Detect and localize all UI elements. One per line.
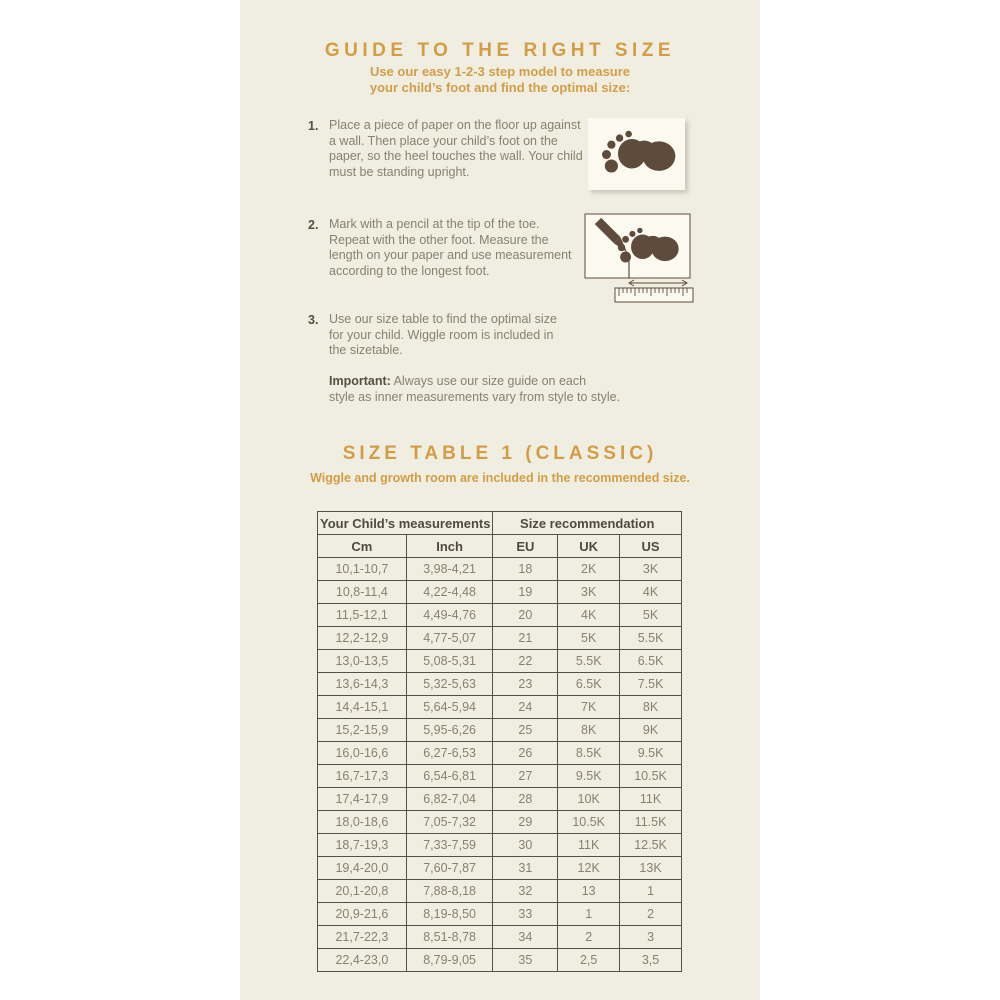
table-row: [318, 811, 682, 834]
table-row: [318, 673, 682, 696]
cell-uk: 7K: [558, 696, 620, 719]
cell-uk: 8.5K: [558, 742, 620, 765]
cell-cm: 16,7-17,3: [318, 765, 407, 788]
group-header-recommendation: Size recommendation: [493, 512, 682, 535]
table-row: [318, 834, 682, 857]
cell-us: 4K: [620, 581, 682, 604]
cell-cm: 15,2-15,9: [318, 719, 407, 742]
cell-inch: 5,95-6,26: [406, 719, 493, 742]
cell-uk: 5.5K: [558, 650, 620, 673]
cell-eu: 32: [493, 880, 558, 903]
cell-cm: 21,7-22,3: [318, 926, 407, 949]
cell-cm: 12,2-12,9: [318, 627, 407, 650]
step-3-text: [329, 312, 557, 359]
important-label: Important:: [329, 374, 391, 388]
cell-uk: 2: [558, 926, 620, 949]
cell-eu: 29: [493, 811, 558, 834]
cell-cm: 14,4-15,1: [318, 696, 407, 719]
size-guide-panel: [240, 0, 760, 1000]
important-line-2: style as inner measurements vary from style to style.: [329, 389, 621, 404]
step-3-line: the sizetable.: [329, 343, 403, 357]
cell-cm: 19,4-20,0: [318, 857, 407, 880]
step-3-line: Use our size table to find the optimal size: [329, 312, 557, 326]
cell-us: 3K: [620, 558, 682, 581]
step-3-line: for your child. Wiggle room is included in: [329, 327, 554, 342]
step-2-line: length on your paper and use measurement: [329, 248, 572, 262]
cell-eu: 33: [493, 903, 558, 926]
size-table-subtitle: Wiggle and growth room are included in the recommended size.: [310, 471, 690, 485]
table-row: [318, 604, 682, 627]
cell-cm: 10,8-11,4: [318, 581, 407, 604]
cell-us: 8K: [620, 696, 682, 719]
table-row: [318, 788, 682, 811]
step-2-line: Mark with a pencil at the tip of the toe.: [329, 217, 540, 231]
cell-us: 9.5K: [620, 742, 682, 765]
cell-eu: 20: [493, 604, 558, 627]
step-2-line: Repeat with the other foot. Measure the: [329, 232, 549, 247]
cell-uk: 2,5: [558, 949, 620, 972]
table-row: [318, 926, 682, 949]
table-row: [318, 765, 682, 788]
important-note: [329, 374, 620, 405]
guide-title: GUIDE TO THE RIGHT SIZE: [324, 40, 676, 61]
cell-eu: 21: [493, 627, 558, 650]
table-row: [318, 650, 682, 673]
cell-inch: 7,33-7,59: [406, 834, 493, 857]
cell-cm: 20,1-20,8: [318, 880, 407, 903]
column-header-row: [318, 535, 682, 558]
group-header-row: [318, 512, 682, 535]
cell-us: 2: [620, 903, 682, 926]
cell-uk: 6.5K: [558, 673, 620, 696]
cell-eu: 30: [493, 834, 558, 857]
cell-cm: 10,1-10,7: [318, 558, 407, 581]
cell-eu: 23: [493, 673, 558, 696]
cell-eu: 18: [493, 558, 558, 581]
table-row: [318, 949, 682, 972]
cell-cm: 17,4-17,9: [318, 788, 407, 811]
cell-inch: 6,54-6,81: [406, 765, 493, 788]
cell-inch: 4,77-5,07: [406, 627, 493, 650]
step-1-line: a wall. Then place your child’s foot on the: [329, 133, 558, 148]
step-2-text: [329, 217, 572, 279]
cell-eu: 35: [493, 949, 558, 972]
table-row: [318, 627, 682, 650]
table-row: [318, 581, 682, 604]
table-row: [318, 857, 682, 880]
step-1-text: [329, 118, 583, 180]
cell-inch: 5,32-5,63: [406, 673, 493, 696]
step-1-line: Place a piece of paper on the floor up against: [329, 118, 581, 132]
cell-inch: 8,51-8,78: [406, 926, 493, 949]
important-text: Always use our size guide on each: [390, 374, 587, 388]
cell-uk: 8K: [558, 719, 620, 742]
table-row: [318, 880, 682, 903]
cell-us: 6.5K: [620, 650, 682, 673]
size-table-title: SIZE TABLE 1 (CLASSIC): [342, 443, 658, 464]
cell-inch: 5,08-5,31: [406, 650, 493, 673]
step-3-number: 3.: [308, 313, 319, 327]
cell-cm: 16,0-16,6: [318, 742, 407, 765]
cell-inch: 3,98-4,21: [406, 558, 493, 581]
cell-cm: 20,9-21,6: [318, 903, 407, 926]
pencil-footprint-ruler-icon: [576, 211, 702, 306]
cell-inch: 8,19-8,50: [406, 903, 493, 926]
cell-uk: 1: [558, 903, 620, 926]
cell-eu: 24: [493, 696, 558, 719]
column-header-eu: EU: [493, 535, 558, 558]
table-row: [318, 742, 682, 765]
cell-uk: 2K: [558, 558, 620, 581]
guide-subtitle-line2: your child’s foot and find the optimal size:: [369, 80, 631, 95]
cell-inch: 7,05-7,32: [406, 811, 493, 834]
important-line-1: [329, 374, 620, 390]
cell-cm: 18,7-19,3: [318, 834, 407, 857]
cell-us: 1: [620, 880, 682, 903]
step-2-number: 2.: [308, 218, 319, 232]
table-row: [318, 903, 682, 926]
cell-eu: 31: [493, 857, 558, 880]
cell-uk: 10K: [558, 788, 620, 811]
table-row: [318, 558, 682, 581]
column-header-us: US: [620, 535, 682, 558]
cell-eu: 22: [493, 650, 558, 673]
cell-cm: 22,4-23,0: [318, 949, 407, 972]
cell-us: 10.5K: [620, 765, 682, 788]
cell-uk: 13: [558, 880, 620, 903]
cell-eu: 26: [493, 742, 558, 765]
cell-us: 13K: [620, 857, 682, 880]
column-header-cm: Cm: [318, 535, 407, 558]
cell-inch: 7,60-7,87: [406, 857, 493, 880]
cell-cm: 13,0-13,5: [318, 650, 407, 673]
cell-uk: 9.5K: [558, 765, 620, 788]
cell-us: 12.5K: [620, 834, 682, 857]
guide-subtitle-line1: Use our easy 1-2-3 step model to measure: [369, 64, 631, 79]
cell-eu: 34: [493, 926, 558, 949]
cell-eu: 28: [493, 788, 558, 811]
cell-us: 5.5K: [620, 627, 682, 650]
cell-us: 11.5K: [620, 811, 682, 834]
cell-uk: 3K: [558, 581, 620, 604]
cell-uk: 12K: [558, 857, 620, 880]
cell-inch: 4,49-4,76: [406, 604, 493, 627]
cell-us: 5K: [620, 604, 682, 627]
cell-us: 11K: [620, 788, 682, 811]
cell-inch: 6,82-7,04: [406, 788, 493, 811]
cell-us: 3: [620, 926, 682, 949]
cell-uk: 4K: [558, 604, 620, 627]
cell-eu: 19: [493, 581, 558, 604]
cell-uk: 11K: [558, 834, 620, 857]
cell-uk: 5K: [558, 627, 620, 650]
cell-inch: 5,64-5,94: [406, 696, 493, 719]
cell-cm: 18,0-18,6: [318, 811, 407, 834]
cell-us: 7.5K: [620, 673, 682, 696]
step-1-line: paper, so the heel touches the wall. Your child: [329, 149, 583, 163]
cell-eu: 27: [493, 765, 558, 788]
cell-inch: 8,79-9,05: [406, 949, 493, 972]
cell-eu: 25: [493, 719, 558, 742]
table-row: [318, 719, 682, 742]
table-row: [318, 696, 682, 719]
step-1-number: 1.: [308, 119, 319, 133]
group-header-measurements: Your Child’s measurements: [318, 512, 493, 535]
cell-uk: 10.5K: [558, 811, 620, 834]
step-2-line: according to the longest foot.: [329, 263, 490, 278]
size-table: [317, 511, 682, 972]
cell-us: 9K: [620, 719, 682, 742]
cell-inch: 4,22-4,48: [406, 581, 493, 604]
cell-cm: 13,6-14,3: [318, 673, 407, 696]
column-header-inch: Inch: [406, 535, 493, 558]
cell-cm: 11,5-12,1: [318, 604, 407, 627]
column-header-uk: UK: [558, 535, 620, 558]
guide-subtitle: [240, 64, 760, 96]
cell-inch: 6,27-6,53: [406, 742, 493, 765]
footprint-icon: [588, 118, 685, 190]
cell-us: 3,5: [620, 949, 682, 972]
step-1-line: must be standing upright.: [329, 164, 470, 179]
cell-inch: 7,88-8,18: [406, 880, 493, 903]
